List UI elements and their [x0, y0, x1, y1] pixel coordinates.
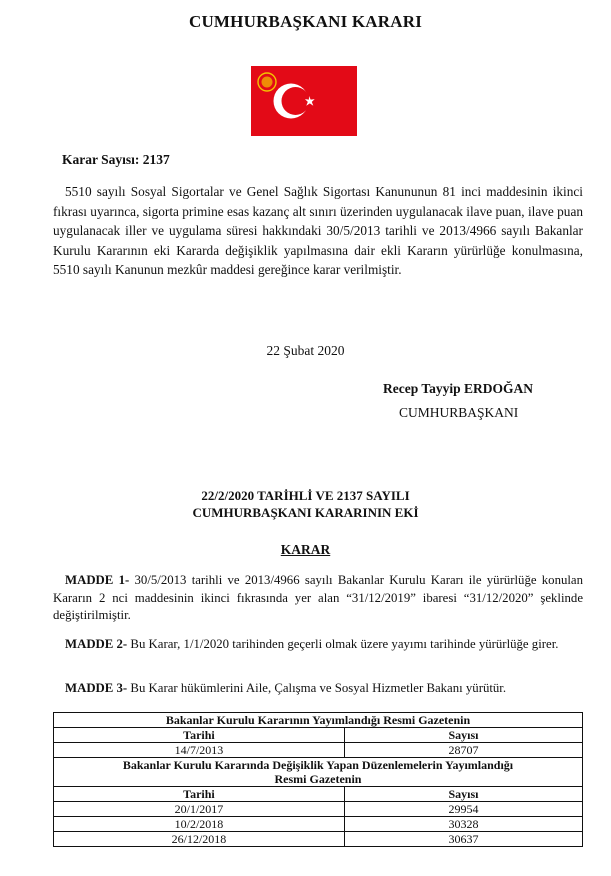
article-label: MADDE 2- [65, 637, 128, 651]
col-header-number: Sayısı [344, 787, 582, 802]
article-1 [53, 572, 583, 625]
article-3 [53, 680, 583, 698]
annex-title-line1: 22/2/2020 TARİHLİ VE 2137 SAYILI [201, 488, 410, 503]
table-cell-date: 20/1/2017 [54, 802, 345, 817]
table-cell-number: 30637 [344, 832, 582, 847]
article-label: MADDE 3- [65, 681, 128, 695]
table-row [54, 817, 583, 832]
article-text: Bu Karar hükümlerini Aile, Çalışma ve Sosyal Hizmetler Bakanı yürütür. [130, 681, 507, 695]
decision-date: 22 Şubat 2020 [266, 343, 345, 358]
signer-title: CUMHURBAŞKANI [399, 405, 519, 420]
table-cell-number: 28707 [344, 743, 582, 758]
section1-title: Bakanlar Kurulu Kararının Yayımlandığı Resmi Gazetenin [54, 713, 583, 728]
article-label: MADDE 1- [65, 573, 130, 587]
table-cell-date: 10/2/2018 [54, 817, 345, 832]
intro-paragraph: 5510 sayılı Sosyal Sigortalar ve Genel Sağlık Sigortası Kanununun 81 inci maddesinin ikinci fıkrası uyarınca, sigorta primine esas kazanç alt sınırı üzerinden uygulanacak ilave puan, ilave puan uygulanacak iller ve uygulama süresi hakkındaki 30/5/2013 tarihli ve 2013/4966 sayılı Bakanlar Kurulu Kararının eki Kararda değişiklik yapılmasına dair ekli Kararın yürürlüğe konulmasına, 5510 sayılı Kanunun mezkûr maddesi gereğince karar verilmiştir. [53, 184, 583, 277]
col-header-date: Tarihi [54, 728, 345, 743]
decision-number: Karar Sayısı: 2137 [62, 152, 170, 167]
table-row [54, 728, 583, 743]
annex-heading: KARAR [280, 542, 331, 557]
table-row [54, 832, 583, 847]
section2-title-line2: Resmi Gazetenin [274, 772, 362, 786]
annex-title-line2: CUMHURBAŞKANI KARARININ EKİ [192, 505, 419, 520]
table-row [54, 802, 583, 817]
article-text: Bu Karar, 1/1/2020 tarihinden geçerli olmak üzere yayımı tarihinde yürürlüğe girer. [130, 637, 559, 651]
gazette-table [53, 712, 583, 847]
section2-title-line1: Bakanlar Kurulu Kararında Değişiklik Yapan Düzenlemelerin Yayımlandığı [122, 758, 514, 772]
annex-title [0, 487, 611, 521]
table-cell-date: 26/12/2018 [54, 832, 345, 847]
table-row [54, 758, 583, 787]
article-text: 30/5/2013 tarihli ve 2013/4966 sayılı Bakanlar Kurulu Kararı ile yürürlüğe konulan Kararın 2 nci maddesinin ikinci fıkrasında yer alan “31/12/2019” ibaresi “31/12/2020” şeklinde değiştirilmiştir. [53, 573, 584, 622]
document-title: CUMHURBAŞKANI KARARI [188, 12, 423, 31]
table-cell-date: 14/7/2013 [54, 743, 345, 758]
table-row [54, 787, 583, 802]
table-cell-number: 30328 [344, 817, 582, 832]
table-row [54, 743, 583, 758]
article-2 [53, 636, 583, 654]
col-header-number: Sayısı [344, 728, 582, 743]
table-cell-number: 29954 [344, 802, 582, 817]
turkish-flag-icon [251, 66, 357, 136]
section2-title [54, 758, 583, 787]
signer-name: Recep Tayyip ERDOĞAN [383, 381, 534, 396]
table-row [54, 713, 583, 728]
col-header-date: Tarihi [54, 787, 345, 802]
